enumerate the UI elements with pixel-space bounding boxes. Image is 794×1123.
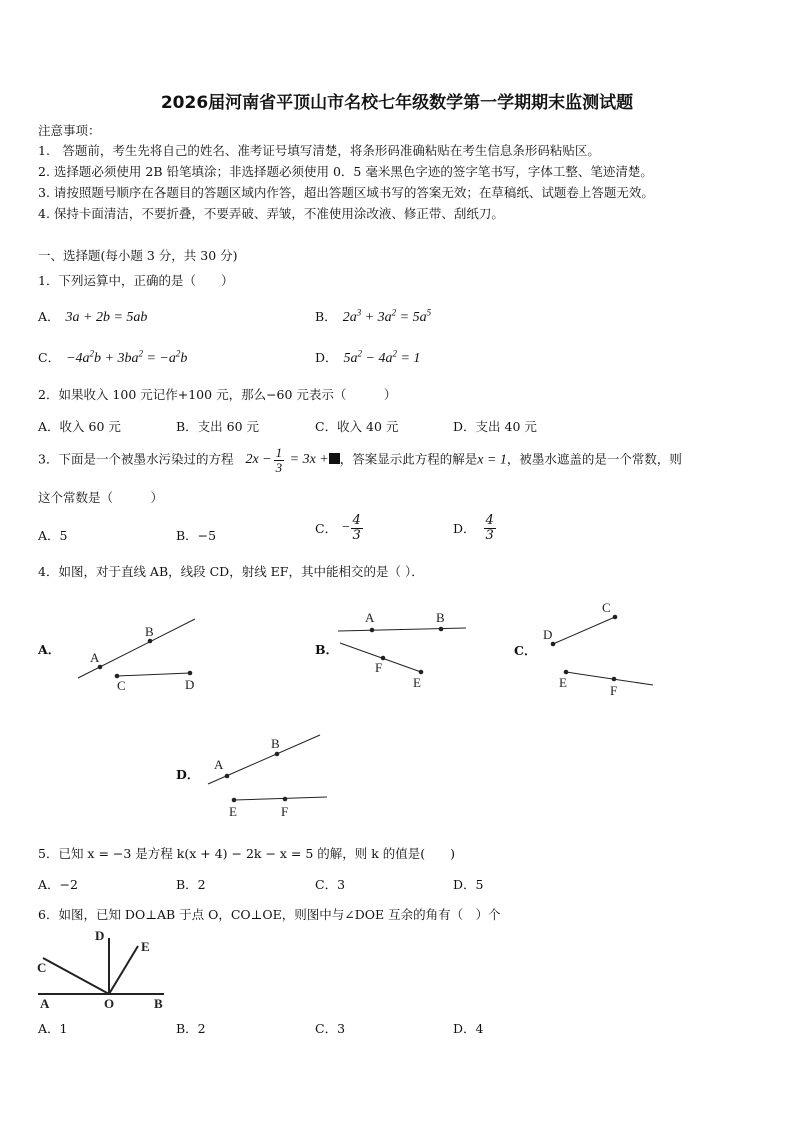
notice-item: 4. 保持卡面清洁，不要折叠，不要弄破、弄皱，不准使用涂改液、修正带、刮纸刀。 [38,206,504,221]
point-b [148,639,153,644]
label-a: A [90,650,100,665]
point-f [612,677,617,682]
question-3-line2: 这个常数是（ ） [38,490,164,505]
label-f: F [281,804,289,819]
q5-option-a: A．−2 [38,877,78,892]
q3-option-a: A．5 [38,528,68,543]
point-e [564,670,569,675]
question-5-stem: 5．已知 x = −3 是方程 k(x + 4) − 2k − x = 5 的解，则 k 的值是( ) [38,846,456,861]
q2-option-d: D．支出 40 元 [453,419,537,434]
q6-option-c: C．3 [315,1021,346,1036]
q1-option-c: C． $-4a^2b + 3ba^2 = -a^2b$ [38,348,188,366]
q6-option-a: A．1 [38,1021,68,1036]
q4-figure-d-label: D． [176,767,200,782]
notice-item: 3. 请按照题号顺序在各题目的答题区域内作答，超出答题区域书写的答案无效；在草稿纸、试题卷上答题无效。 [38,185,654,200]
point-d [551,642,556,647]
question-6-stem: 6．如图，已知 DO⊥AB 于点 O，CO⊥OE，则图中与∠DOE 互余的角有（ ）个 [38,907,501,922]
ink-blot-icon [329,453,340,464]
label-b: B [145,624,154,639]
label-e: E [141,939,150,954]
page-title: 2026届河南省平顶山市名校七年级数学第一学期期末监测试题 [160,93,634,113]
q1-option-a: A． 3a + 2b = 5ab [38,309,148,325]
q6-figure [34,924,174,1014]
point-a [370,628,375,633]
label-b: B [154,996,163,1011]
point-d [188,671,193,676]
q6-option-b: B．2 [176,1021,206,1036]
label-c: C [37,960,47,975]
label-o: O [104,996,115,1011]
q5-option-d: D．5 [453,877,484,892]
label-a: A [40,996,50,1011]
section-heading: 一、选择题(每小题 3 分，共 30 分) [38,248,238,263]
line-ab [338,628,466,631]
label-d: D [95,928,105,943]
label-f: F [610,683,618,698]
point-b [439,627,444,632]
notice-item: 1. 答题前，考生先将自己的姓名、准考证号填写清楚，将条形码准确粘贴在考生信息条形码粘贴区。 [38,143,600,158]
label-d: D [185,677,195,692]
point-c [613,615,618,620]
label-a: A [214,757,224,772]
segment-cd [117,673,190,676]
segment-cd [553,617,615,644]
q4-figure-c [535,598,660,703]
label-f: F [375,660,383,675]
q4-figure-c-label: C． [514,643,537,658]
label-d: D [543,627,553,642]
q1-option-d: D． $5a^2 - 4a^2 = 1$ [315,348,421,366]
label-a: A [365,610,375,625]
point-e [419,670,424,675]
notice-heading: 注意事项： [38,123,101,138]
q5-option-b: B．2 [176,877,206,892]
q3-option-b: B．−5 [176,528,217,543]
q6-option-d: D．4 [453,1021,484,1036]
label-e: E [559,675,567,690]
point-a [98,665,103,670]
notice-item: 2. 选择题必须使用 2B 铅笔填涂；非选择题必须使用 0．5 毫米黑色字迹的签字笔书写，字体工整、笔迹清楚。 [38,164,653,179]
ray-oc [43,958,109,994]
point-b [275,752,280,757]
q4-figure-a [70,610,210,695]
q3-option-c: C． − $\frac{4}{3}$ [315,513,361,543]
q4-figure-b [330,605,475,690]
question-2-stem: 2．如果收入 100 元记作+100 元，那么−60 元表示（ ） [38,387,397,402]
label-b: B [271,736,280,751]
q2-option-c: C．收入 40 元 [315,419,399,434]
point-f [283,797,288,802]
q3-equation: 2x − $\frac{1}{3}$ = 3x + [245,452,339,467]
q3-option-d: D． $\frac{4}{3}$ [453,513,494,543]
label-e: E [229,804,237,819]
q5-option-c: C．3 [315,877,346,892]
line-ab [78,619,195,678]
point-e [232,798,237,803]
label-c: C [117,678,126,693]
label-c: C [602,600,611,615]
question-3-stem: 3．下面是一个被墨水污染过的方程 2x − $\frac{1}{3}$ = 3x + ，答案显示此方程的解是x = 1，被墨水遮盖的是一个常数，则 [38,445,682,475]
question-1-stem: 1．下列运算中，正确的是（ ） [38,273,234,288]
label-b: B [436,610,445,625]
question-4-stem: 4．如图，对于直线 AB，线段 CD，射线 EF，其中能相交的是（ ）． [38,564,424,579]
q2-option-a: A．收入 60 元 [38,419,121,434]
point-a [225,774,230,779]
label-e: E [413,675,421,690]
ray-ef [234,797,327,800]
q4-figure-d [200,728,335,823]
ray-oe [109,946,138,994]
q4-figure-a-label: A． [38,642,61,657]
q4-figure-b-label: B． [315,642,339,657]
q2-option-b: B．支出 60 元 [176,419,260,434]
q1-option-b: B． $2a^3 + 3a^2 = 5a^5$ [315,307,432,325]
